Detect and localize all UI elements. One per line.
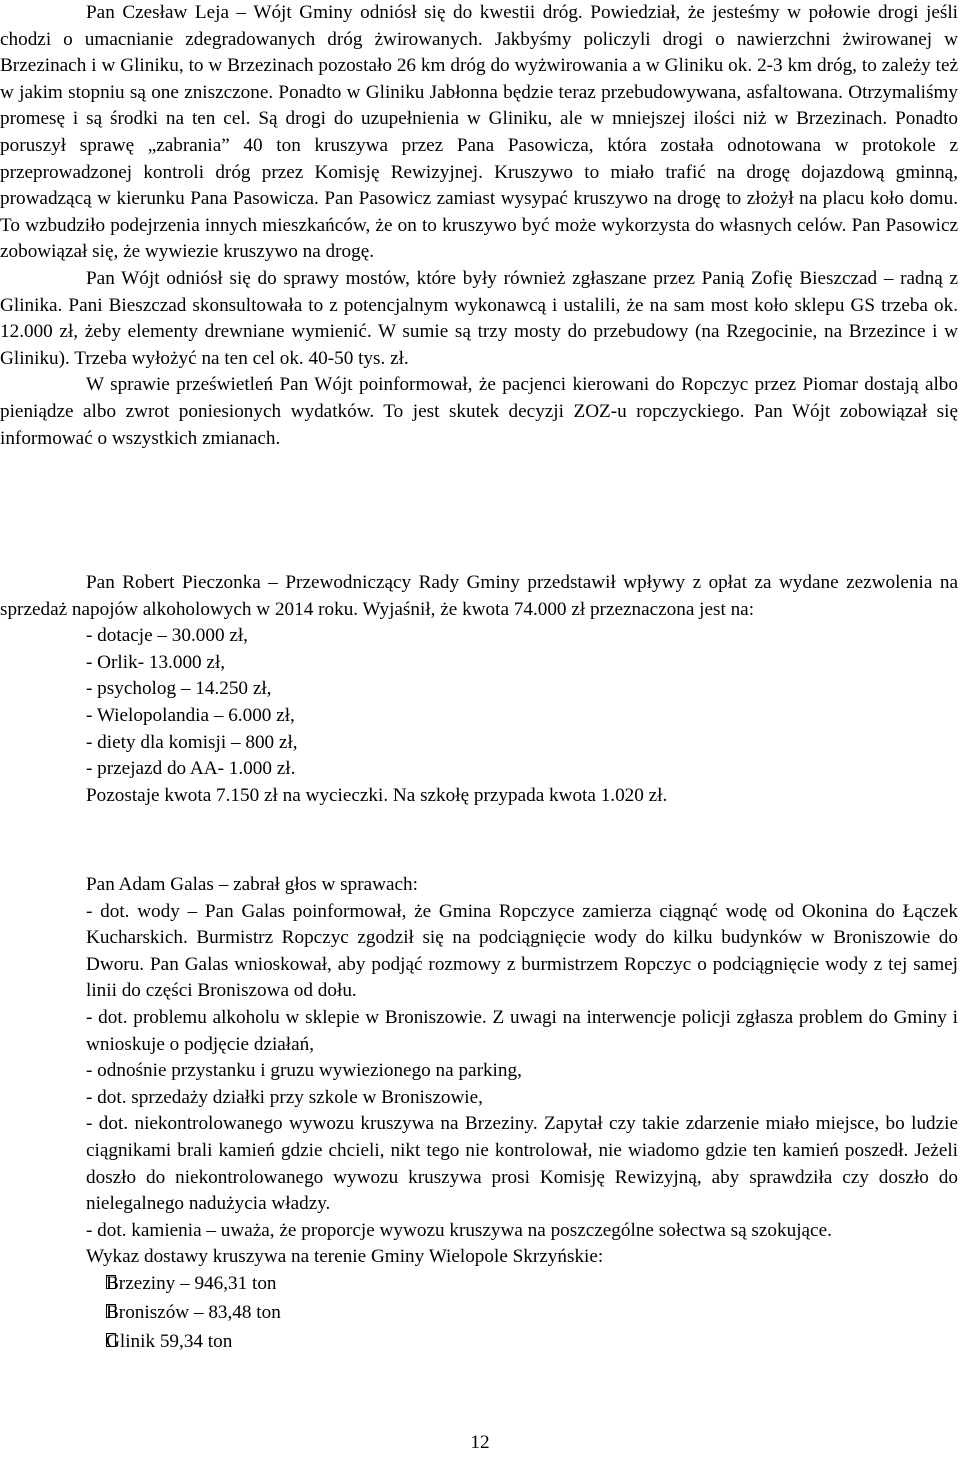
allocation-item: - Wielopolandia – 6.000 zł, <box>86 704 295 726</box>
delivery-text: Brzeziny – 946,31 ton <box>106 1272 277 1294</box>
allocation-item: - diety dla komisji – 800 zł, <box>86 731 298 753</box>
galas-item: - dot. niekontrolowanego wywozu kruszywa na Brzeziny. Zapytał czy takie zdarzenie miało miejsce, bo ludzie ciągnikami brali kamień gdzie chcieli, nikt tego nie kontrolował, nie wiadomo gdzie ten kamień poszedł. Jeżeli doszło do niekontrolowanego wywozu kruszywa prosi Komisję Rewizyjną, aby sprawdziła czy doszło do nielegalnego nadużycia władzy. <box>86 1113 958 1215</box>
paragraph-roads: Pan Czesław Leja – Wójt Gminy odniósł się do kwestii dróg. Powiedział, że jesteśmy w połowie drogi jeśli chodzi o umacnianie zdegradowanych dróg żwirowanych. Jakbyśmy policzyli drogi o nawierzchni żwirowanej w Brzezinach i w Gliniku, to w Brzezinach pozostało 26 km dróg do wyżwirowania a w Gliniku ok. 2-3 km dróg, to zależy też w jakim stopniu są one zniszczone. Ponadto w Gliniku Jabłonna będzie teraz przebudowywana, asfaltowana. Otrzymaliśmy promesę i są środki na ten cel. Są drogi do uzupełnienia w Gliniku, ale w mniejszej ilości niż w Brzezinach. Ponadto poruszył sprawę „zabrania” 40 ton kruszywa przez Pana Pasowicza, która została odnotowana w protokole z przeprowadzonej kontroli dróg przez Komisję Rewizyjnej. Kruszywo to miało trafić na drogę dojazdową gminną, prowadzącą w kierunku Pana Pasowicza. Pan Pasowicz zamiast wysypać kruszywo na drogę to złożył na placu koło domu. To wzbudziło podejrzenia innych mieszkańców, że on to kruszywo być może wykorzysta do własnych celów. Pan Pasowicz zobowiązał się, że wywiezie kruszywo na drogę. <box>0 2 958 263</box>
delivery-list <box>0 1271 958 1358</box>
page-number: 12 <box>470 1432 490 1453</box>
galas-item: - dot. wody – Pan Galas poinformował, że Gmina Ropczyce zamierza ciągnąć wodę od Okonina do Łączek Kucharskich. Burmistrz Ropczyc zgodził się na podciągnięcie wody do kilku budynków w Broniszowie do Dworu. Pan Galas wnioskował, aby podjąć rozmowy z burmistrzem Ropczyc o podciągnięcie wody z tej samej linii do części Broniszowa od dołu. <box>86 900 958 1002</box>
allocation-item: - Orlik- 13.000 zł, <box>86 651 226 673</box>
allocation-item: - psycholog – 14.250 zł, <box>86 678 272 700</box>
delivery-text: Broniszów – 83,48 ton <box>106 1301 281 1323</box>
allocation-item: - dotacje – 30.000 zł, <box>86 625 248 647</box>
remaining-amount: Pozostaje kwota 7.150 zł na wycieczki. Na szkołę przypada kwota 1.020 zł. <box>86 784 668 806</box>
delivery-item <box>0 1271 958 1300</box>
bullet-box-icon <box>0 1331 106 1358</box>
delivery-heading: Wykaz dostawy kruszywa na terenie Gminy Wielopole Skrzyńskie: <box>86 1246 604 1268</box>
galas-item: - dot. sprzedaży działki przy szkole w Broniszowie, <box>86 1086 483 1108</box>
section-alcohol-fees <box>0 570 958 809</box>
paragraph-bridges: Pan Wójt odniósł się do sprawy mostów, które były również zgłaszane przez Panią Zofię Bieszczad – radną z Glinika. Pani Bieszczad skonsultowała to z potencjalnym wykonawcą i ustalili, że na sam most koło sklepu GS trzeba ok. 12.000 zł, żeby elementy drewniane wymienić. W sumie są trzy mosty do przebudowy (na Rzegocinie, na Brzezince i w Gliniku). Trzeba wyłożyć na ten cel ok. 40-50 tys. zł. <box>0 267 958 369</box>
section-galas <box>0 872 958 1358</box>
bullet-box-icon <box>0 1302 106 1329</box>
galas-heading: Pan Adam Galas – zabrał głos w sprawach: <box>86 874 418 895</box>
delivery-item <box>0 1300 958 1329</box>
paragraph-alcohol-fees: Pan Robert Pieczonka – Przewodniczący Rady Gminy przedstawił wpływy z opłat za wydane zezwolenia na sprzedaż napojów alkoholowych w 2014 roku. Wyjaśnił, że kwota 74.000 zł przeznaczona jest na: <box>0 572 958 620</box>
paragraph-xray: W sprawie prześwietleń Pan Wójt poinformował, że pacjenci kierowani do Ropczyc przez Piomar dostają albo pieniądze albo zwrot poniesionych wydatków. To jest skutek decyzji ZOZ-u ropczyckiego. Pan Wójt zobowiązał się informować o wszystkich zmianach. <box>0 374 958 449</box>
bullet-box-icon <box>0 1273 106 1300</box>
delivery-text: Glinik 59,34 ton <box>106 1330 233 1352</box>
allocation-item: - przejazd do AA- 1.000 zł. <box>86 758 296 780</box>
section-wojt-roads <box>0 0 958 452</box>
galas-item: - dot. problemu alkoholu w sklepie w Broniszowie. Z uwagi na interwencje policji zgłasza problem do Gminy i wnioskuje o podjęcie działań, <box>86 1006 958 1055</box>
allocation-list <box>0 623 958 783</box>
galas-item: - odnośnie przystanku i gruzu wywiezionego na parking, <box>86 1060 522 1082</box>
delivery-item <box>0 1329 958 1358</box>
galas-item: - dot. kamienia – uważa, że proporcje wywozu kruszywa na poszczególne sołectwa są szokujące. <box>86 1219 832 1241</box>
